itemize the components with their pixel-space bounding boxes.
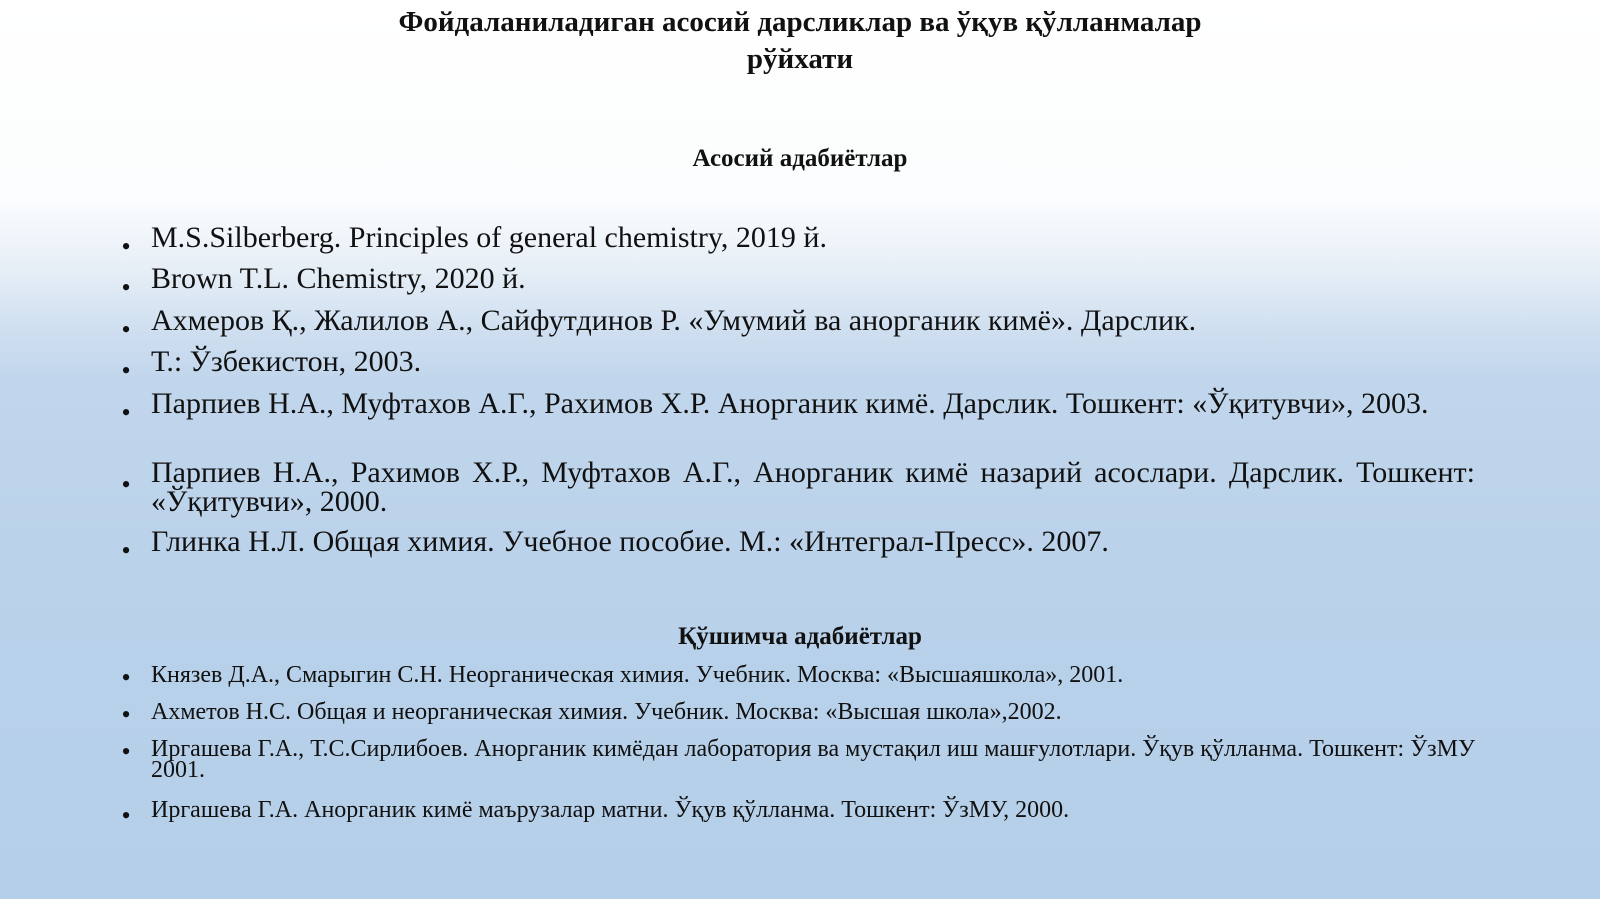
- list-item-text: Т.: Ўзбекистон, 2003.: [151, 345, 422, 378]
- list-item-text: Иргашева Г.А., Т.С.Сирлибоев. Анорганик кимёдан лаборатория ва мустақил иш машғулотлари. Ўқув қўлланма. Тошкент: ЎзМУ 2001.: [151, 736, 1475, 783]
- additional-literature-heading: Қўшимча адабиётлар: [678, 623, 922, 650]
- list-item: [121, 304, 1475, 344]
- list-item: [121, 221, 1475, 261]
- bullet-icon: •: [121, 801, 131, 830]
- list-item: [121, 456, 1475, 518]
- bullet-icon: •: [121, 273, 131, 302]
- list-item: [121, 525, 1475, 565]
- bullet-icon: •: [121, 663, 131, 692]
- list-item: [121, 699, 1475, 729]
- bullet-icon: •: [121, 315, 131, 344]
- bullet-icon: •: [121, 700, 131, 729]
- list-item-text: Иргашева Г.А. Анорганик кимё маърузалар матни. Ўқув қўлланма. Тошкент: ЎзМУ, 2000.: [151, 797, 1070, 823]
- bullet-icon: •: [121, 536, 131, 565]
- list-item: [121, 662, 1475, 692]
- list-item: [121, 797, 1475, 830]
- list-item-text: Ахмеров Қ., Жалилов А., Сайфутдинов Р. «Умумий ва анорганик кимё». Дарслик.: [151, 304, 1197, 337]
- slide-title-line-2: рўйхати: [746, 43, 854, 75]
- list-item: [121, 262, 1475, 302]
- list-item: [121, 387, 1475, 427]
- bullet-icon: •: [121, 356, 131, 385]
- slide-title: [150, 4, 1450, 78]
- list-item-text: Парпиев Н.А., Рахимов Х.Р., Муфтахов А.Г., Анорганик кимё назарий асослари. Дарслик. Тошкент: «Ўқитувчи», 2000.: [151, 456, 1475, 518]
- bullet-icon: •: [121, 470, 131, 499]
- list-item-text: M.S.Silberberg. Principles of general chemistry, 2019 й.: [151, 221, 827, 254]
- list-item-text: Князев Д.А., Смарыгин С.Н. Неорганическая химия. Учебник. Москва: «Высшаяшкола», 2001.: [151, 662, 1124, 688]
- list-item: [121, 736, 1475, 783]
- list-item-text: Ахметов Н.С. Общая и неорганическая химия. Учебник. Москва: «Высшая школа»,2002.: [151, 699, 1062, 725]
- bullet-icon: •: [121, 232, 131, 261]
- main-literature-heading: Асосий адабиётлар: [692, 145, 908, 172]
- bullet-icon: •: [121, 737, 131, 766]
- list-item-text: Brown T.L. Chemistry, 2020 й.: [151, 262, 526, 295]
- list-item-text: Парпиев Н.А., Муфтахов А.Г., Рахимов Х.Р. Анорганик кимё. Дарслик. Тошкент: «Ўқитувчи», 2003.: [151, 387, 1429, 420]
- bullet-icon: •: [121, 398, 131, 427]
- slide-title-line-1: Фойдаланиладиган асосий дарсликлар ва ўқув қўлланмалар: [398, 6, 1202, 38]
- list-item-text: Глинка Н.Л. Общая химия. Учебное пособие. М.: «Интеграл-Пресс». 2007.: [151, 525, 1109, 558]
- list-item: [121, 345, 1475, 385]
